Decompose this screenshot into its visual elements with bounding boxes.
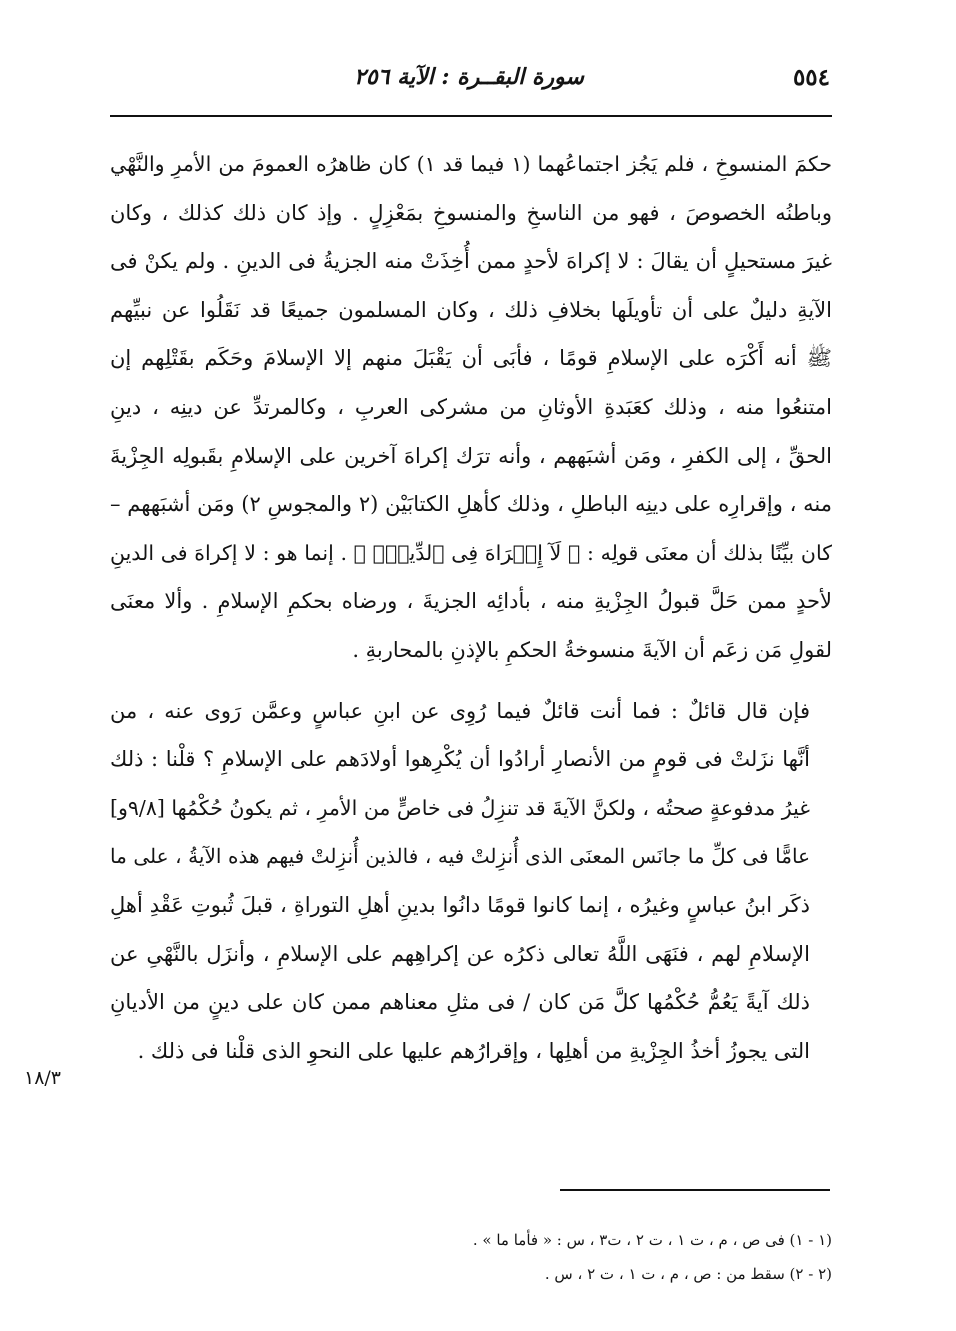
footnote: (٢ - ٢) سقط من : ص ، م ، ت ١ ، ت ٢ ، س . <box>544 1265 832 1283</box>
page-number: ٥٥٤ <box>792 64 830 91</box>
text-line: لأحدٍ ممن حَلَّ قبولُ الجِزْيةِ منه ، بأدائِه الجزيةَ ، ورضاه بحكمِ الإسلامِ . وألا معنَى <box>110 589 832 614</box>
text-line: ذلك آيةً يَعُمُّ حُكْمُها كلَّ مَن كان / فى مثلِ معناهم ممن كان على دينٍ من الأديانِ <box>110 990 810 1015</box>
text-line: حكمَ المنسوخِ ، فلم يَجُز اجتماعُهما (١ فيما قد ١) كان ظاهرُه العمومَ من الأمرِ والنَّهْي <box>110 152 832 176</box>
margin-reference: ١٨/٣ <box>24 1067 62 1089</box>
text-line: ذكَر ابنُ عباسٍ وغيرُه ، إنما كانوا قومًا دانُوا بدينِ أهلِ التوراةِ ، قبلَ ثُبوتِ عَقْدِ أهلِ <box>110 892 810 917</box>
text-line: فإن قال قائلٌ : فما أنت قائلٌ فيما رُوِى عن ابنِ عباسٍ وعمَّن رَوى عنه ، من <box>110 698 810 723</box>
text-line: منه ، وإقرارِه على دينِه الباطلِ ، وذلك كأهلِ الكتابَيْن (٢ والمجوسِ ٢) ومَن أشبَههم – <box>110 492 832 517</box>
header-rule <box>110 115 832 117</box>
running-title: سورة البقــرة : الآية ٢٥٦ <box>354 64 584 90</box>
text-line: عامًّا فى كلِّ ما جانَس المعنَى الذى أُنزِلتْ فيه ، فالذين أُنزِلتْ فيهم هذه الآيةُ ، على ما <box>110 844 810 869</box>
text-line: أنَّها نزَلتْ فى قومٍ من الأنصارِ أرادُوا أن يُكْرِهوا أولادَهم على الإسلامِ ؟ قلْنا : ذلك <box>110 747 810 772</box>
main-text <box>110 140 832 1075</box>
paragraph-1 <box>110 140 832 675</box>
text-line: وباطنُه الخصوصَ ، فهو من الناسخِ والمنسوخِ بمَعْزِلٍ . وإذ كان ذلك كذلك ، وكان <box>110 200 832 225</box>
text-line: امتنعُوا منه ، وذلك كعَبَدةِ الأوثانِ من مشركى العربِ ، وكالمرتدِّ عن دينِه ، دينِ <box>110 394 832 419</box>
footnotes <box>110 1223 832 1291</box>
text-line: لقولِ مَن زعَم أن الآيةَ منسوخةُ الحكمِ بالإذنِ بالمحاربةِ . <box>352 637 832 662</box>
text-line: كان بيِّنًا بذلك أن معنَى قولِه : ﴿ لَآ إِكۡرَاهَ فِى ٱلدِّينِۖ ﴾ . إنما هو : لا إكراهَ فى الدينِ <box>110 540 832 565</box>
text-line: غيرَ مستحيلٍ أن يقالَ : لا إكراهَ لأحدٍ ممن أُخِذَتْ منه الجزيةُ فى الدينِ . ولم يكنْ فى <box>110 249 832 274</box>
text-line: ﷺ أنه أَكْرَه على الإسلامِ قومًا ، فأبَى أن يَقْبَلَ منهم إلا الإسلامَ وحَكَم بقَتْلِهم إن <box>110 346 832 371</box>
footnote: (١ - ١) فى ص ، م ، ت ١ ، ت ٢ ، ت٣ ، س : « فأما ما » . <box>472 1231 832 1249</box>
text-line: الآيةِ دليلٌ على أن تأويلَها بخلافِ ذلك ، وكان المسلمون جميعًا قد نَقَلُوا عن نبيِّهم <box>110 297 832 322</box>
text-line: الحقِّ ، إلى الكفرِ ، ومَن أشبَههم ، وأنه ترَك إكراهَ آخرين على الإسلامِ بقَبولِه الجِزْيةَ <box>110 443 832 468</box>
paragraph-2 <box>110 687 832 1076</box>
text-line: التى يجوزُ أخذُ الجِزْيةِ من أهلِها ، وإقرارُهم عليها على النحوِ الذى قلْنا فى ذلك . <box>137 1038 810 1063</box>
footnote-rule <box>560 1189 830 1191</box>
text-line: الإسلامِ لهم ، فنَهَى اللَّهُ تعالى ذكرُه عن إكراهِهم على الإسلامِ ، وأنزَل بالنَّهْىِ عن <box>110 941 810 966</box>
text-line: غيرُ مدفوعةٍ صحتُه ، ولكنَّ الآيةَ قد تنزِلُ فى خاصٍّ من الأمرِ ، ثم يكونُ حُكْمُها [٩/٨و] <box>110 795 810 820</box>
page-header <box>108 56 830 100</box>
